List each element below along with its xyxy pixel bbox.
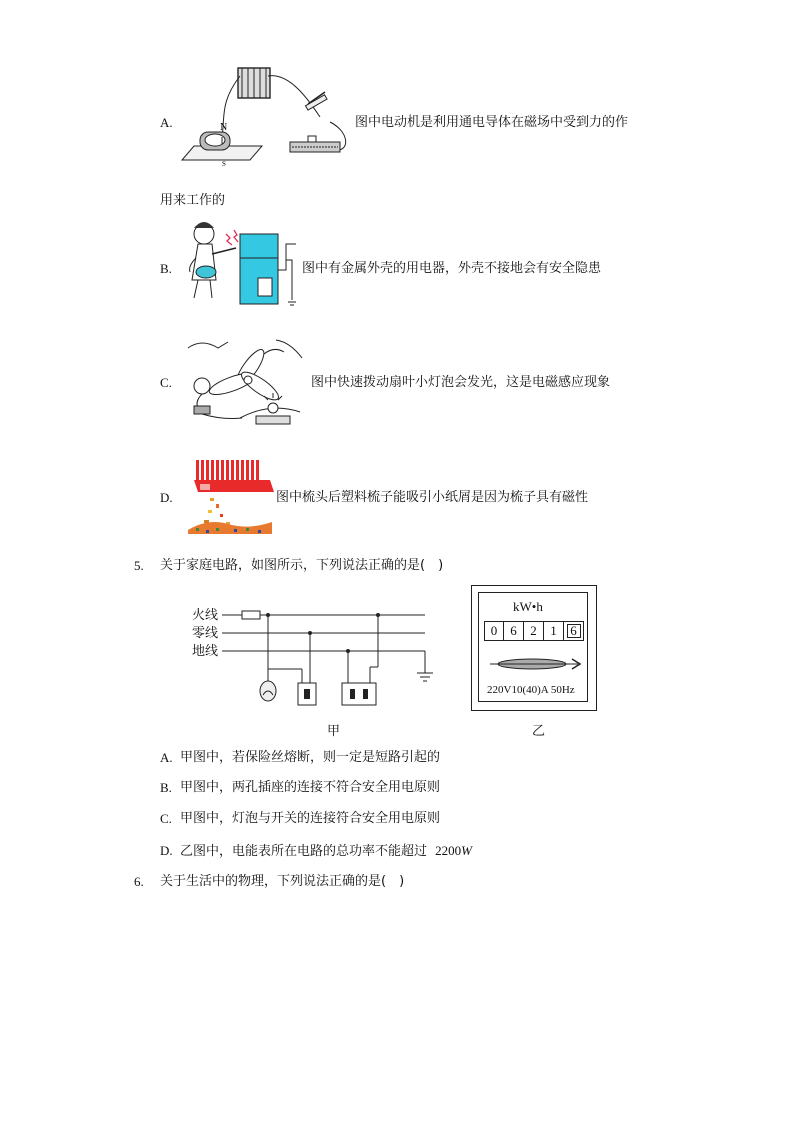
q5-option-d-value: 2200 [435,843,462,858]
fig-yi-caption: 乙 [532,724,546,739]
meter-disc-icon [488,654,584,674]
q5-stem: 关于家庭电路，如图所示，下列说法正确的是( ) [160,558,444,573]
meter-unit: kW•h [513,599,543,614]
wire-label-neutral: 零线 [192,626,219,641]
home-circuit-diagram [220,605,440,715]
q5-option-b-letter: B. [160,780,172,795]
q6-stem: 关于生活中的物理，下列说法正确的是( ) [160,874,405,889]
label-n: N [220,122,228,133]
q5-option-d-letter: D. [160,843,173,858]
option-b-text: 图中有金属外壳的用电器，外壳不接地会有安全隐患 [302,261,602,276]
option-a-text-cont: 用来工作的 [160,193,226,208]
option-c-text: 图中快速拨动扇叶小灯泡会发光，这是电磁感应现象 [311,375,611,390]
q5-option-c-letter: C. [160,811,172,826]
label-s: S [222,160,226,168]
meter-digit: 1 [544,621,564,641]
wire-label-ground: 地线 [192,644,219,659]
q5-option-d-text: 乙图中，电能表所在电路的总功率不能超过 [180,844,428,859]
option-d-text: 图中梳头后塑料梳子能吸引小纸屑是因为梳子具有磁性 [276,490,589,505]
meter-digit: 0 [484,621,504,641]
motor-circuit-figure [180,62,355,172]
option-b-letter: B. [160,261,172,276]
fig-jia-caption: 甲 [327,724,341,739]
comb-paper-figure [186,458,276,536]
option-d-letter: D. [160,490,173,505]
fridge-shock-figure [182,220,302,310]
meter-digit: 2 [524,621,544,641]
q6-number: 6. [134,874,144,889]
meter-spec: 220V10(40)A 50Hz [487,684,575,696]
q5-option-a-letter: A. [160,750,173,765]
q5-number: 5. [134,558,144,573]
meter-digit-decimal: 6 [564,621,584,641]
q5-option-c-text: 甲图中，灯泡与开关的连接符合安全用电原则 [180,811,441,826]
q5-option-a-text: 甲图中，若保险丝熔断，则一定是短路引起的 [180,750,441,765]
option-a-letter: A. [160,115,173,130]
wire-label-live: 火线 [192,608,219,623]
q5-option-d-unit: W [461,843,472,858]
q5-option-d-line [180,843,472,860]
meter-digits [484,621,588,641]
option-a-text: 图中电动机是利用通电导体在磁场中受到力的作 [355,115,629,130]
meter-digit: 6 [504,621,524,641]
q5-option-b-text: 甲图中，两孔插座的连接不符合安全用电原则 [180,780,441,795]
fan-generator-figure [180,328,310,433]
option-c-letter: C. [160,375,172,390]
